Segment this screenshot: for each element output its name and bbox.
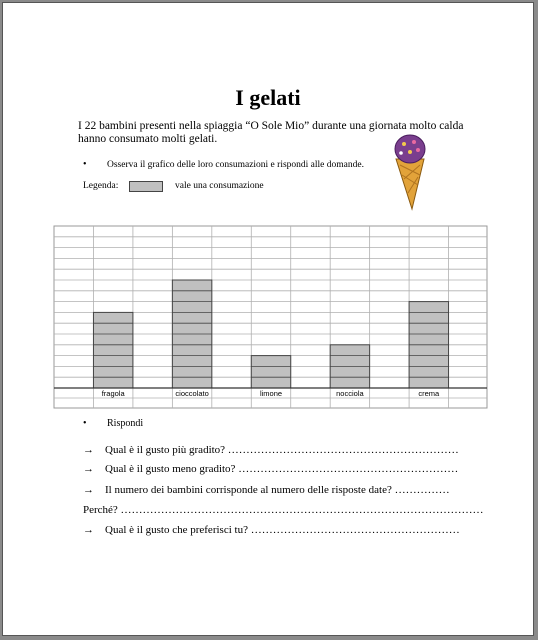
why-line: Perché? ……………………………………………………………………………………… <box>83 504 484 516</box>
ice-cream-icon <box>390 133 430 211</box>
arrow-icon: → <box>83 484 94 496</box>
bullet-symbol: • <box>83 159 87 170</box>
question-text: Il numero dei bambini corrisponde al numero delle risposte date? …………… <box>105 484 450 496</box>
category-label-nocciola: nocciola <box>336 389 364 398</box>
legend-label: Legenda: <box>83 181 119 191</box>
arrow-icon: → <box>83 524 94 536</box>
legend-swatch <box>129 181 163 192</box>
instruction-item <box>83 159 364 170</box>
arrow-icon: → <box>83 463 94 475</box>
bar-fragola <box>93 312 132 388</box>
bullet-symbol: • <box>83 418 87 429</box>
question-text: Qual è il gusto meno gradito? …………………………………………………… <box>105 463 459 475</box>
category-label-fragola: fragola <box>101 389 125 398</box>
answer-section-label: Rispondi <box>107 418 144 429</box>
arrow-icon: → <box>83 444 94 456</box>
bar-chart <box>53 225 489 409</box>
question-1 <box>83 444 459 456</box>
category-label-limone: limone <box>259 389 283 398</box>
question-3 <box>83 484 450 496</box>
question-2 <box>83 463 458 475</box>
category-label-cioccolato: cioccolato <box>175 389 209 398</box>
question-4 <box>83 524 460 536</box>
bar-limone <box>251 356 290 388</box>
instruction-text: Osserva il grafico delle loro consumazioni e rispondi alle domande. <box>107 160 364 170</box>
category-label-crema: crema <box>418 389 440 398</box>
document-page <box>2 2 534 636</box>
intro-paragraph: I 22 bambini presenti nella spiaggia “O Sole Mio” durante una giornata molto calda hanno consumato molti gelati. <box>78 120 464 145</box>
question-text: Qual è il gusto più gradito? ……………………………………………………… <box>105 444 459 456</box>
answer-section <box>83 418 143 429</box>
question-text: Qual è il gusto che preferisci tu? ………………………………………………… <box>105 524 460 536</box>
page-title: I gelati <box>235 85 301 110</box>
legend-text: vale una consumazione <box>175 181 264 191</box>
